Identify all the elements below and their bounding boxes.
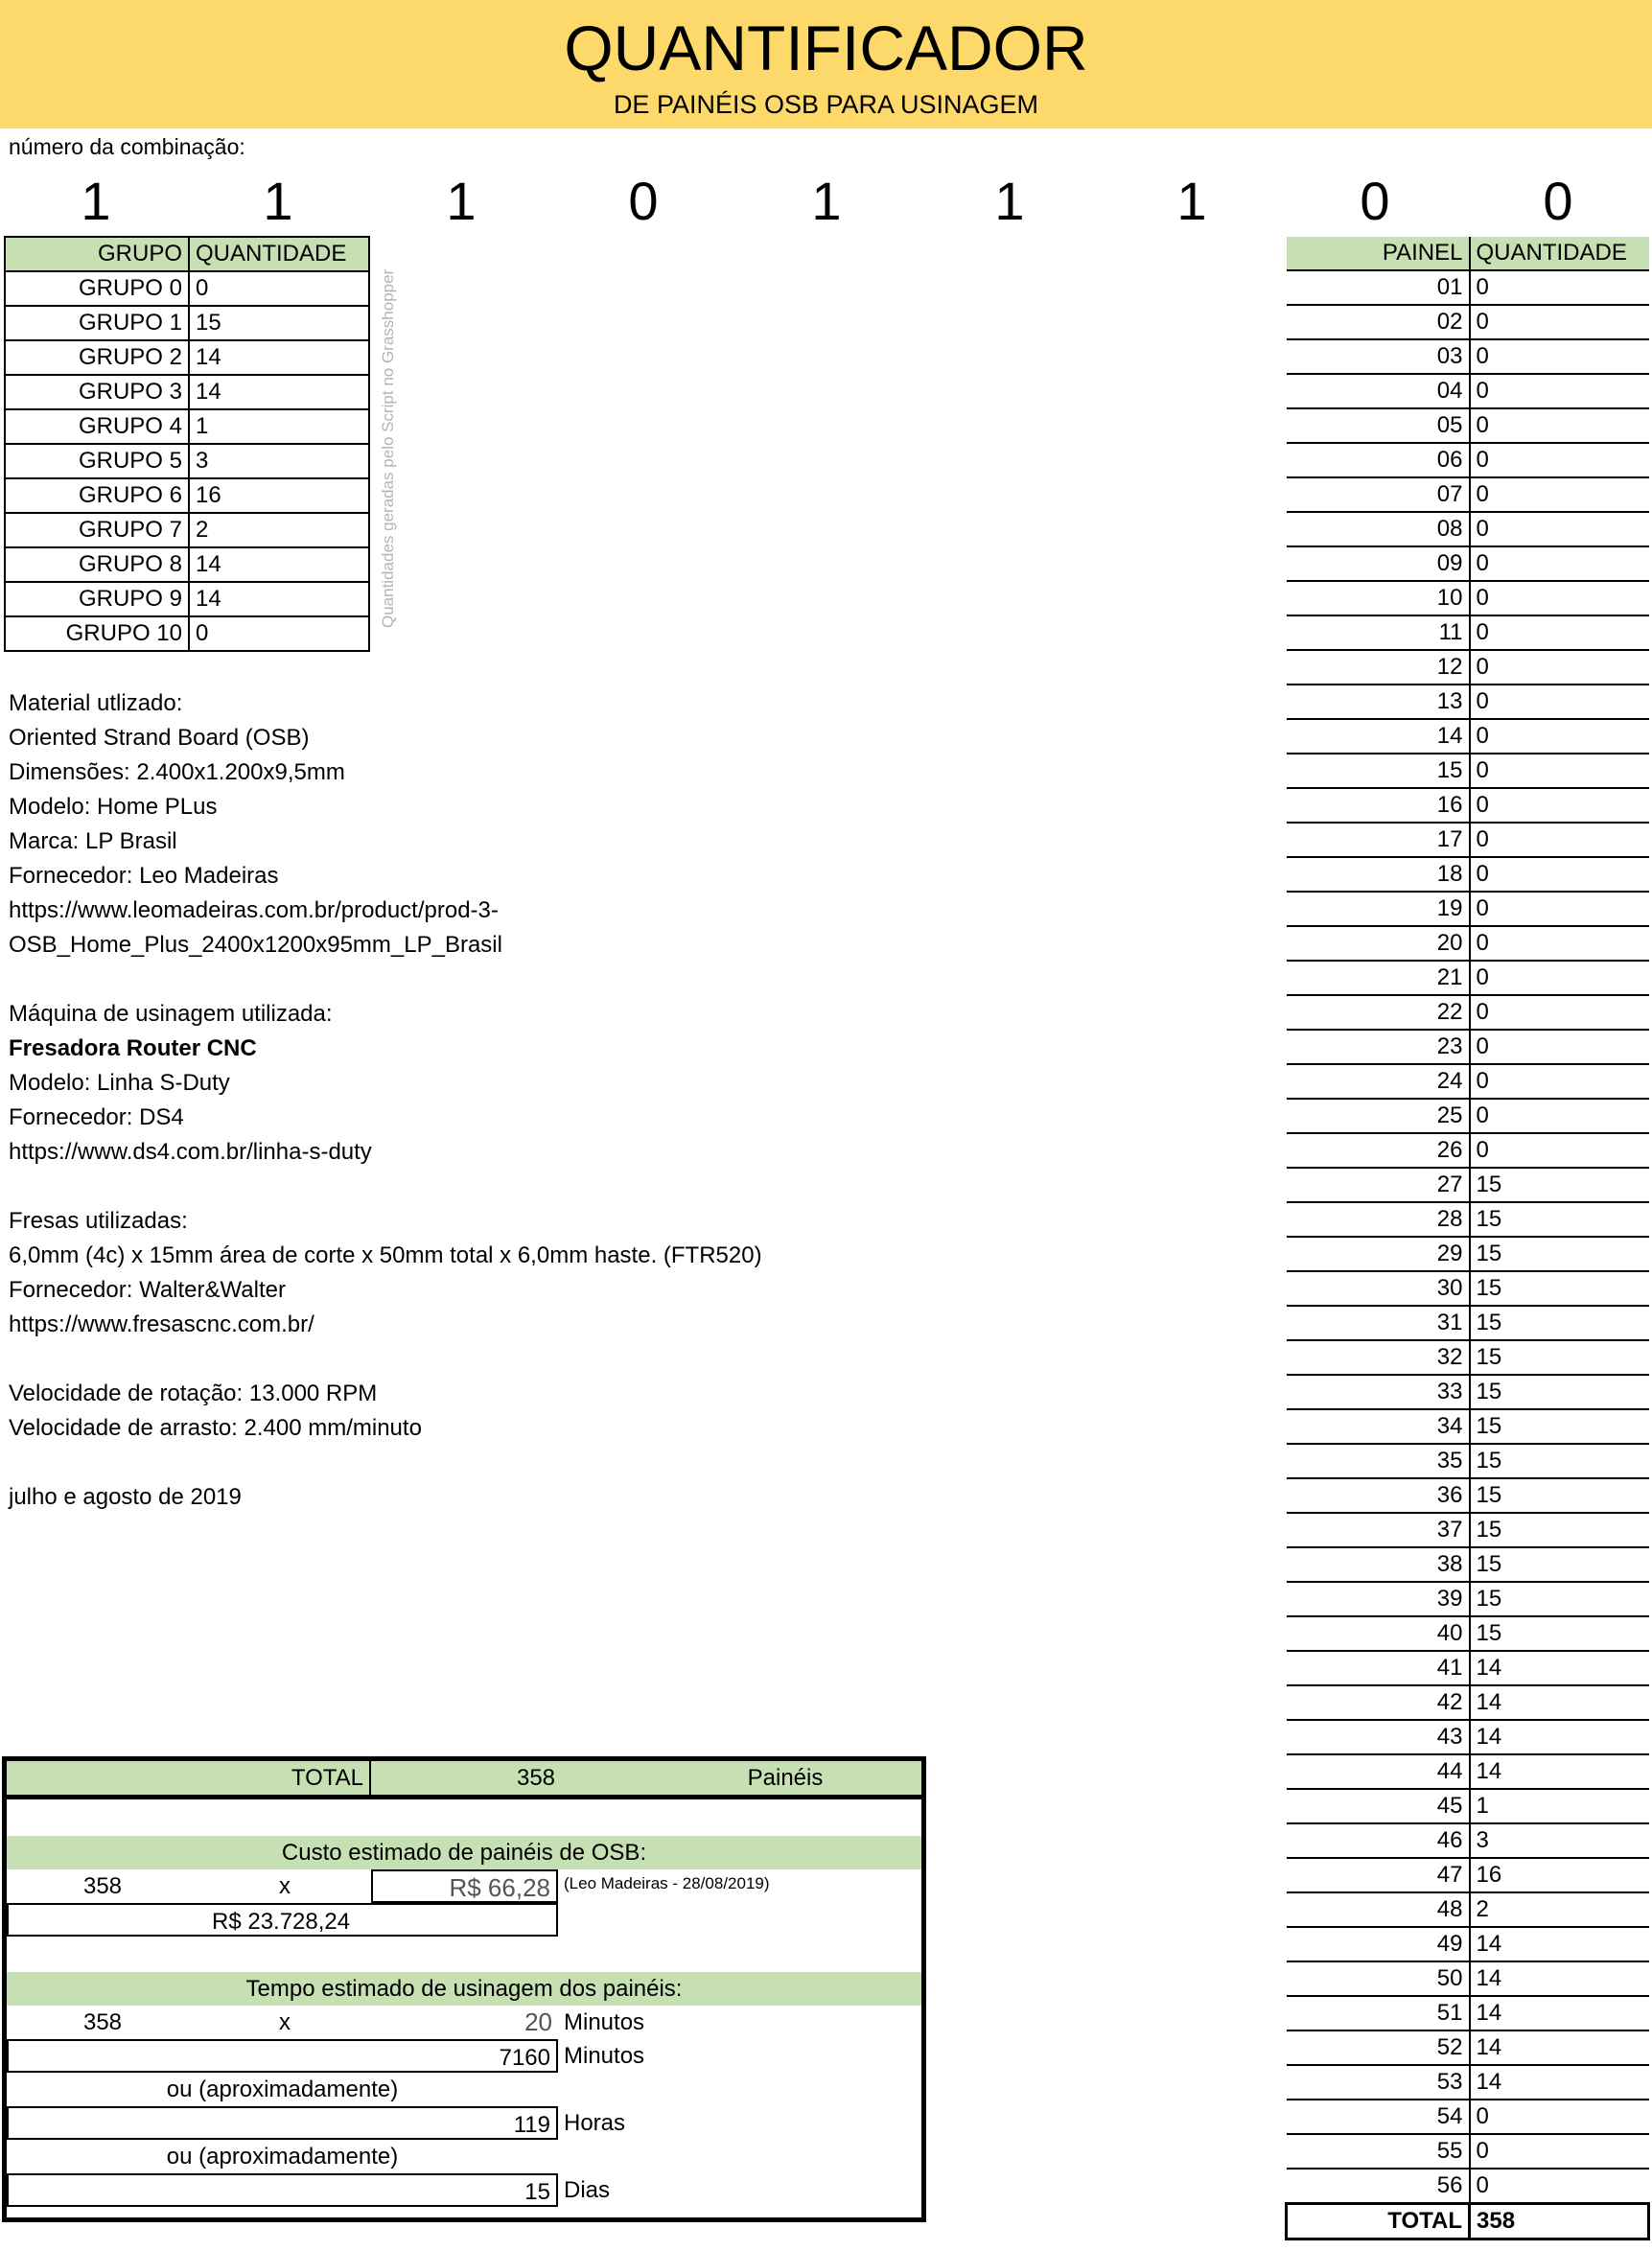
panel-id: 28 — [1287, 1202, 1470, 1237]
panel-row — [1287, 1375, 1649, 1409]
panel-id: 21 — [1287, 961, 1470, 995]
material-model: Modelo: Home PLus — [9, 794, 218, 820]
group-table-header — [5, 237, 369, 271]
panel-qty: 0 — [1470, 477, 1649, 512]
group-row — [5, 616, 369, 651]
panel-total-label: TOTAL — [1287, 2204, 1470, 2239]
group-qty: 14 — [189, 375, 369, 409]
panel-qty: 2 — [1470, 1892, 1649, 1927]
time-total-minutes: 7160 — [7, 2039, 558, 2073]
group-row — [5, 582, 369, 616]
panel-qty: 0 — [1470, 788, 1649, 823]
panel-id: 48 — [1287, 1892, 1470, 1927]
tools-label: Fresas utilizadas: — [9, 1208, 188, 1234]
panel-table-header — [1287, 237, 1649, 270]
panel-qty: 15 — [1470, 1547, 1649, 1582]
panel-row — [1287, 1961, 1649, 1996]
combination-digit: 1 — [1176, 171, 1207, 231]
machine-supplier: Fornecedor: DS4 — [9, 1104, 184, 1130]
panel-qty: 14 — [1470, 1685, 1649, 1720]
group-header-label: GRUPO — [5, 237, 189, 271]
panel-qty: 0 — [1470, 754, 1649, 788]
panel-id: 27 — [1287, 1168, 1470, 1202]
spacer — [9, 1446, 762, 1480]
panel-id: 24 — [1287, 1064, 1470, 1099]
group-name: GRUPO 5 — [5, 444, 189, 478]
panel-row — [1287, 1616, 1649, 1651]
panel-id: 17 — [1287, 823, 1470, 857]
material-supplier: Fornecedor: Leo Madeiras — [9, 863, 279, 889]
summary-total-row — [7, 1761, 921, 1795]
tool-spec: 6,0mm (4c) x 15mm área de corte x 50mm total x 6,0mm haste. (FTR520) — [9, 1242, 762, 1268]
time-calc-row — [7, 2006, 921, 2039]
panel-id: 20 — [1287, 926, 1470, 961]
panel-row — [1287, 788, 1649, 823]
panel-id: 44 — [1287, 1754, 1470, 1789]
panel-id: 33 — [1287, 1375, 1470, 1409]
panel-id: 55 — [1287, 2134, 1470, 2169]
panel-qty: 0 — [1470, 512, 1649, 546]
group-qty: 1 — [189, 409, 369, 444]
panel-row — [1287, 1582, 1649, 1616]
panel-qty: 0 — [1470, 2134, 1649, 2169]
panel-row — [1287, 1168, 1649, 1202]
panel-row — [1287, 1064, 1649, 1099]
panel-qty: 15 — [1470, 1582, 1649, 1616]
panel-id: 03 — [1287, 339, 1470, 374]
panel-id: 26 — [1287, 1133, 1470, 1168]
panel-row — [1287, 1099, 1649, 1133]
panel-row — [1287, 1030, 1649, 1064]
machine-url: https://www.ds4.com.br/linha-s-duty — [9, 1139, 372, 1165]
panel-qty: 15 — [1470, 1306, 1649, 1340]
group-name: GRUPO 7 — [5, 513, 189, 547]
panel-qty: 15 — [1470, 1375, 1649, 1409]
panel-qty: 15 — [1470, 1513, 1649, 1547]
panel-row — [1287, 546, 1649, 581]
panel-qty: 0 — [1470, 270, 1649, 305]
time-unit: Minutos — [564, 2009, 645, 2035]
panel-id: 12 — [1287, 650, 1470, 685]
panel-row — [1287, 1685, 1649, 1720]
time-hours-row — [7, 2106, 921, 2140]
combination-digit: 1 — [263, 171, 293, 231]
approx-label-1: ou (aproximadamente) — [166, 2077, 399, 2102]
panel-qty: 0 — [1470, 857, 1649, 892]
panel-row — [1287, 270, 1649, 305]
panel-row — [1287, 1858, 1649, 1892]
panel-row — [1287, 754, 1649, 788]
panel-qty: 0 — [1470, 892, 1649, 926]
panel-id: 38 — [1287, 1547, 1470, 1582]
panel-qty: 14 — [1470, 1720, 1649, 1754]
summary-total-label: TOTAL — [7, 1761, 371, 1795]
panel-row — [1287, 2065, 1649, 2100]
group-row — [5, 340, 369, 375]
time-title: Tempo estimado de usinagem dos painéis: — [245, 1976, 683, 2002]
cost-result-row — [7, 1903, 921, 1937]
panel-total-value: 358 — [1470, 2204, 1649, 2239]
panel-row — [1287, 2134, 1649, 2169]
group-row — [5, 547, 369, 582]
panel-id: 36 — [1287, 1478, 1470, 1513]
panel-id: 35 — [1287, 1444, 1470, 1478]
panel-qty: 15 — [1470, 1409, 1649, 1444]
group-row — [5, 375, 369, 409]
time-minutes-label: Minutos — [564, 2043, 645, 2069]
cost-times: x — [279, 1873, 291, 1899]
panel-row — [1287, 1720, 1649, 1754]
panel-qty: 0 — [1470, 2100, 1649, 2134]
panel-total-row — [1287, 2204, 1649, 2239]
panel-id: 29 — [1287, 1237, 1470, 1271]
panel-id: 23 — [1287, 1030, 1470, 1064]
panel-qty: 14 — [1470, 2065, 1649, 2100]
time-times: x — [279, 2009, 291, 2035]
group-qty: 2 — [189, 513, 369, 547]
panel-row — [1287, 1547, 1649, 1582]
panel-id: 34 — [1287, 1409, 1470, 1444]
machine-name: Fresadora Router CNC — [9, 1035, 257, 1061]
panel-row — [1287, 1754, 1649, 1789]
panel-id: 56 — [1287, 2169, 1470, 2204]
panel-id: 39 — [1287, 1582, 1470, 1616]
panel-row — [1287, 1202, 1649, 1237]
summary-box — [2, 1756, 926, 2222]
panel-qty: 0 — [1470, 443, 1649, 477]
group-name: GRUPO 1 — [5, 306, 189, 340]
panel-qty: 0 — [1470, 926, 1649, 961]
panel-id: 07 — [1287, 477, 1470, 512]
combination-label: número da combinação: — [9, 134, 245, 159]
group-header-qty: QUANTIDADE — [189, 237, 369, 271]
group-qty: 15 — [189, 306, 369, 340]
panel-row — [1287, 443, 1649, 477]
panel-row — [1287, 1271, 1649, 1306]
time-days-row — [7, 2173, 921, 2207]
tool-url: https://www.fresascnc.com.br/ — [9, 1311, 314, 1337]
panel-qty: 14 — [1470, 1651, 1649, 1685]
combination-digit: 0 — [1543, 171, 1573, 231]
combination-digit: 0 — [628, 171, 659, 231]
combination-digit: 0 — [1360, 171, 1390, 231]
panel-qty: 0 — [1470, 374, 1649, 408]
group-qty: 0 — [189, 616, 369, 651]
material-url-2: OSB_Home_Plus_2400x1200x95mm_LP_Brasil — [9, 932, 502, 958]
panel-id: 01 — [1287, 270, 1470, 305]
group-row — [5, 513, 369, 547]
panel-row — [1287, 2100, 1649, 2134]
panel-id: 13 — [1287, 685, 1470, 719]
panel-id: 25 — [1287, 1099, 1470, 1133]
panel-qty: 0 — [1470, 719, 1649, 754]
panel-id: 40 — [1287, 1616, 1470, 1651]
panel-row — [1287, 719, 1649, 754]
panel-id: 32 — [1287, 1340, 1470, 1375]
time-hours-label: Horas — [564, 2110, 626, 2136]
panel-qty: 0 — [1470, 1030, 1649, 1064]
panel-row — [1287, 650, 1649, 685]
panel-id: 19 — [1287, 892, 1470, 926]
spacer — [9, 1170, 762, 1204]
panel-row — [1287, 1513, 1649, 1547]
group-name: GRUPO 8 — [5, 547, 189, 582]
panel-id: 46 — [1287, 1823, 1470, 1858]
group-table — [4, 236, 370, 652]
panel-qty: 0 — [1470, 581, 1649, 615]
panel-qty: 0 — [1470, 995, 1649, 1030]
panel-row — [1287, 615, 1649, 650]
panel-row — [1287, 1409, 1649, 1444]
panel-header-label: PAINEL — [1287, 237, 1470, 270]
group-name: GRUPO 4 — [5, 409, 189, 444]
panel-row — [1287, 305, 1649, 339]
panel-row — [1287, 1996, 1649, 2031]
group-qty: 14 — [189, 340, 369, 375]
group-row — [5, 271, 369, 306]
cost-result: R$ 23.728,24 — [7, 1903, 558, 1937]
panel-qty: 14 — [1470, 1754, 1649, 1789]
panel-qty: 0 — [1470, 650, 1649, 685]
header-banner — [0, 0, 1652, 128]
panel-id: 53 — [1287, 2065, 1470, 2100]
panel-row — [1287, 374, 1649, 408]
panel-id: 15 — [1287, 754, 1470, 788]
panel-qty: 15 — [1470, 1478, 1649, 1513]
spacer — [9, 963, 762, 997]
panel-id: 30 — [1287, 1271, 1470, 1306]
panel-qty: 15 — [1470, 1271, 1649, 1306]
panel-qty: 0 — [1470, 823, 1649, 857]
time-days-label: Dias — [564, 2177, 611, 2203]
feed-speed: Velocidade de arrasto: 2.400 mm/minuto — [9, 1415, 422, 1441]
panel-row — [1287, 1340, 1649, 1375]
panel-qty: 0 — [1470, 408, 1649, 443]
panel-row — [1287, 581, 1649, 615]
panel-row — [1287, 1927, 1649, 1961]
time-qty: 358 — [82, 2009, 123, 2035]
group-qty: 14 — [189, 547, 369, 582]
combination-digit: 1 — [811, 171, 842, 231]
panel-row — [1287, 926, 1649, 961]
group-name: GRUPO 0 — [5, 271, 189, 306]
combination-digit: 1 — [994, 171, 1025, 231]
panel-table — [1285, 237, 1650, 2240]
panel-row — [1287, 1789, 1649, 1823]
panel-row — [1287, 512, 1649, 546]
time-per-panel: 20 — [524, 2007, 552, 2036]
panel-id: 45 — [1287, 1789, 1470, 1823]
panel-id: 11 — [1287, 615, 1470, 650]
date: julho e agosto de 2019 — [9, 1484, 242, 1510]
panel-qty: 15 — [1470, 1202, 1649, 1237]
panel-id: 16 — [1287, 788, 1470, 823]
approx-label-2: ou (aproximadamente) — [166, 2144, 399, 2170]
panel-id: 02 — [1287, 305, 1470, 339]
panel-qty: 14 — [1470, 2031, 1649, 2065]
panel-qty: 0 — [1470, 339, 1649, 374]
panel-row — [1287, 1133, 1649, 1168]
panel-id: 08 — [1287, 512, 1470, 546]
material-url-1: https://www.leomadeiras.com.br/product/prod-3- — [9, 897, 499, 923]
combination-digit: 1 — [81, 171, 111, 231]
panel-row — [1287, 857, 1649, 892]
panel-qty: 0 — [1470, 615, 1649, 650]
panel-id: 42 — [1287, 1685, 1470, 1720]
panel-qty: 14 — [1470, 1996, 1649, 2031]
cost-note: (Leo Madeiras - 28/08/2019) — [564, 1874, 770, 1892]
panel-row — [1287, 823, 1649, 857]
panel-id: 47 — [1287, 1858, 1470, 1892]
time-days: 15 — [7, 2173, 558, 2207]
panel-row — [1287, 1444, 1649, 1478]
panel-qty: 0 — [1470, 546, 1649, 581]
panel-row — [1287, 339, 1649, 374]
panel-qty: 0 — [1470, 2169, 1649, 2204]
panel-row — [1287, 1306, 1649, 1340]
panel-id: 05 — [1287, 408, 1470, 443]
panel-id: 04 — [1287, 374, 1470, 408]
panel-qty: 0 — [1470, 1099, 1649, 1133]
panel-qty: 0 — [1470, 1133, 1649, 1168]
machine-label: Máquina de usinagem utilizada: — [9, 1001, 333, 1027]
summary-total-unit: Painéis — [747, 1765, 824, 1791]
panel-id: 43 — [1287, 1720, 1470, 1754]
group-row — [5, 409, 369, 444]
approx-row-2 — [7, 2140, 921, 2173]
panel-id: 50 — [1287, 1961, 1470, 1996]
panel-row — [1287, 1237, 1649, 1271]
panel-qty: 0 — [1470, 305, 1649, 339]
group-row — [5, 444, 369, 478]
panel-id: 51 — [1287, 1996, 1470, 2031]
panel-id: 06 — [1287, 443, 1470, 477]
summary-total-value: 358 — [516, 1765, 556, 1791]
group-name: GRUPO 10 — [5, 616, 189, 651]
group-qty: 3 — [189, 444, 369, 478]
panel-row — [1287, 1892, 1649, 1927]
rotation-speed: Velocidade de rotação: 13.000 RPM — [9, 1381, 378, 1406]
panel-row — [1287, 477, 1649, 512]
panel-qty: 16 — [1470, 1858, 1649, 1892]
panel-qty: 14 — [1470, 1961, 1649, 1996]
group-row — [5, 478, 369, 513]
material-dimensions: Dimensões: 2.400x1.200x9,5mm — [9, 759, 345, 785]
group-name: GRUPO 6 — [5, 478, 189, 513]
time-hours: 119 — [7, 2106, 558, 2140]
group-qty: 0 — [189, 271, 369, 306]
cost-title-row — [7, 1836, 921, 1869]
panel-row — [1287, 2169, 1649, 2204]
panel-qty: 0 — [1470, 685, 1649, 719]
panel-qty: 15 — [1470, 1444, 1649, 1478]
machine-model: Modelo: Linha S-Duty — [9, 1070, 230, 1096]
group-name: GRUPO 2 — [5, 340, 189, 375]
material-name: Oriented Strand Board (OSB) — [9, 725, 310, 751]
panel-qty: 15 — [1470, 1616, 1649, 1651]
panel-id: 37 — [1287, 1513, 1470, 1547]
panel-qty: 14 — [1470, 1927, 1649, 1961]
panel-id: 22 — [1287, 995, 1470, 1030]
panel-id: 54 — [1287, 2100, 1470, 2134]
panel-id: 18 — [1287, 857, 1470, 892]
panel-qty: 3 — [1470, 1823, 1649, 1858]
panel-row — [1287, 961, 1649, 995]
panel-qty: 0 — [1470, 1064, 1649, 1099]
panel-row — [1287, 685, 1649, 719]
cost-unit-price: R$ 66,28 — [371, 1869, 558, 1903]
panel-id: 09 — [1287, 546, 1470, 581]
group-qty: 16 — [189, 478, 369, 513]
panel-row — [1287, 892, 1649, 926]
panel-row — [1287, 995, 1649, 1030]
panel-id: 14 — [1287, 719, 1470, 754]
side-note: Quantidades geradas pelo Script no Grasshopper — [379, 268, 397, 628]
material-brand: Marca: LP Brasil — [9, 828, 177, 854]
panel-row — [1287, 2031, 1649, 2065]
time-title-row — [7, 1972, 921, 2006]
cost-title: Custo estimado de painéis de OSB: — [281, 1840, 647, 1866]
panel-id: 49 — [1287, 1927, 1470, 1961]
cost-qty: 358 — [82, 1873, 123, 1899]
panel-qty: 15 — [1470, 1340, 1649, 1375]
panel-id: 52 — [1287, 2031, 1470, 2065]
panel-qty: 15 — [1470, 1237, 1649, 1271]
panel-header-qty: QUANTIDADE — [1470, 237, 1649, 270]
combination-digit: 1 — [446, 171, 477, 231]
panel-qty: 15 — [1470, 1168, 1649, 1202]
page-subtitle: DE PAINÉIS OSB PARA USINAGEM — [613, 90, 1039, 119]
panel-id: 10 — [1287, 581, 1470, 615]
panel-qty: 1 — [1470, 1789, 1649, 1823]
panel-row — [1287, 408, 1649, 443]
page-title: QUANTIFICADOR — [564, 12, 1088, 83]
group-name: GRUPO 3 — [5, 375, 189, 409]
spacer — [9, 1342, 762, 1377]
cost-calc-row — [7, 1869, 921, 1903]
panel-id: 31 — [1287, 1306, 1470, 1340]
info-block — [9, 686, 762, 1515]
panel-id: 41 — [1287, 1651, 1470, 1685]
time-minutes-row — [7, 2039, 921, 2073]
panel-row — [1287, 1651, 1649, 1685]
tool-supplier: Fornecedor: Walter&Walter — [9, 1277, 286, 1303]
group-row — [5, 306, 369, 340]
panel-row — [1287, 1823, 1649, 1858]
group-qty: 14 — [189, 582, 369, 616]
spacer-row — [7, 1795, 921, 1828]
group-name: GRUPO 9 — [5, 582, 189, 616]
panel-row — [1287, 1478, 1649, 1513]
material-label: Material utlizado: — [9, 690, 183, 716]
approx-row-1 — [7, 2073, 921, 2106]
panel-qty: 0 — [1470, 961, 1649, 995]
